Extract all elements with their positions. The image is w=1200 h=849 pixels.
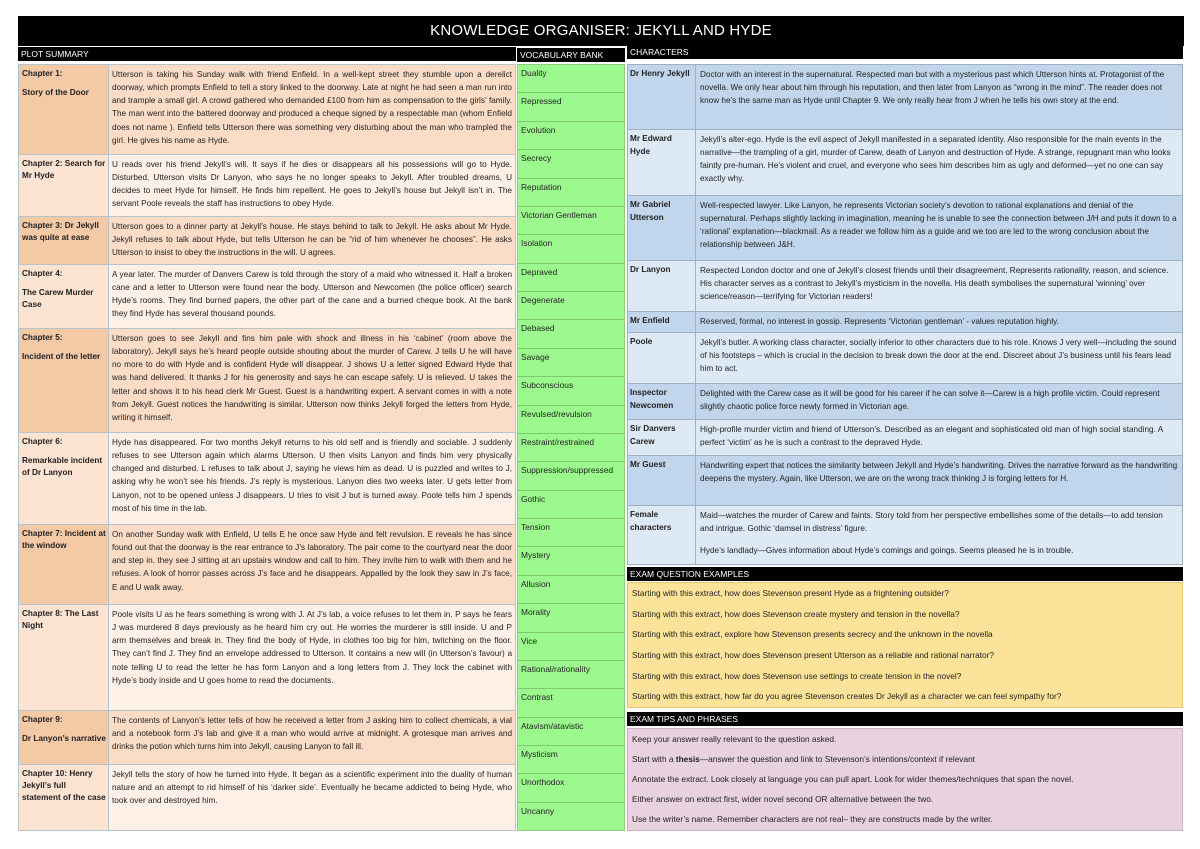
character-row-carew xyxy=(628,420,1182,456)
plot-row-chapter-7 xyxy=(19,525,515,605)
vocab-term: Mystery xyxy=(518,547,624,575)
exam-question: Starting with this extract, how does Stevenson present Utterson as a reliable and rational narrator? xyxy=(632,649,995,660)
plot-row-chapter-10 xyxy=(19,765,515,830)
vocab-term: Atavism/atavistic xyxy=(518,718,624,746)
character-description: Reserved, formal, no interest in gossip. Represents ‘Victorian gentleman’ - values reputation highly. xyxy=(700,317,1059,326)
vocab-term: Unorthodox xyxy=(518,774,624,802)
vocab-term: Uncanny xyxy=(518,803,624,830)
vocab-term: Mysticism xyxy=(518,746,624,774)
exam-question: Starting with this extract, how does Stevenson create mystery and tension in the novella? xyxy=(632,608,960,619)
character-name: Inspector Newcomen xyxy=(628,384,696,419)
chapter-summary: Hyde has disappeared. For two months Jekyll returns to his old self and is friendly and sociable. J suddenly refuses to see Utterson again which alarms Utterson. U then visits Lanyon and finds him very physically changed and disturbed. L refuses to talk about J, saying he views him as dead. U is puzzled and writes to J, asking why he won’t see his friends. J’s reply is mysterious. Lanyon dies two weeks later. U gets letter from Lanyon, not to be opened unless J disappears. U tries to visit J but is turned away. Poole tells him J spends most of his time in the lab. xyxy=(109,433,515,524)
chapter-heading: Chapter 2: Search for Mr Hyde xyxy=(19,155,109,216)
exam-question: Starting with this extract, how does Stevenson present Hyde as a frightening outsider? xyxy=(632,587,949,598)
vocab-term: Gothic xyxy=(518,491,624,519)
vocabulary-bank-heading: VOCABULARY BANK xyxy=(517,48,625,62)
chapter-summary: Poole visits U as he fears something is wrong with J. At J’s lab, a voice refuses to let them in. P says he fears J was murdered 8 days previously as he heard him cry out. He worries the murderer is still inside. U and P arm themselves and break in. They find the body of Hyde, in clothes too big for him, twitching on the floor. They can’t find J. They find an envelope addressed to Utterson. It contains a new will (in Utterson’s favour) a note telling U to read the letter he has form Lanyon and a long letters from J. They lock the cabinet with Hyde’s body inside and U goes home to read the documents. xyxy=(109,605,515,710)
vocab-term: Contrast xyxy=(518,689,624,717)
exam-tips-heading: EXAM TIPS AND PHRASES xyxy=(627,712,1183,726)
exam-tip: Use the writer’s name. Remember characters are not real– they are constructs made by the writer. xyxy=(632,814,993,825)
vocabulary-bank xyxy=(517,64,625,831)
vocab-term: Restraint/restrained xyxy=(518,434,624,462)
chapter-heading: Chapter 3: Dr Jekyll was quite at ease xyxy=(19,217,109,264)
plot-row-chapter-1 xyxy=(19,65,515,155)
exam-tip: Start with a thesis—answer the question and link to Stevenson’s intentions/context if relevant xyxy=(632,753,975,764)
chapter-summary: Utterson goes to see Jekyll and fins him pale with shock and illness in his ‘cabinet’ (room above the laboratory). Jekyll says he’s heard people outside shouting about the murder of Carew. J tells U he will have no more to do with Hyde and is confident Hyde will disappear. J shows U a letter signed Edward Hyde that was hand delivered. It thanks J for his generosity and says he can escape safely. U is relieved. U takes the letter and shows it to his head clerk Mr Guest. Guest is a handwriting expert. A servant comes in with a note from Jekyll. Guest notices the handwriting is similar. Utterson now thinks Jekyll forged the letters from Hyde, writing it himself. xyxy=(109,329,515,432)
plot-row-chapter-3 xyxy=(19,217,515,265)
chapter-summary: On another Sunday walk with Enfield, U tells E he once saw Hyde and felt revulsion. E reveals he has since found out that the doorway is the rear entrance to J’s laboratory. The pair come to the courtyard near the door and step in. they see J sitting at an upstairs window and call to him. They invite him to walk with them and he refuses. A look of horror passes across J’s face and he disappears. Appalled by the look they saw in J’s face, E and U walk away. xyxy=(109,525,515,604)
exam-tip: Keep your answer really relevant to the question asked. xyxy=(632,733,837,744)
chapter-heading: Chapter 7: Incident at the window xyxy=(19,525,109,604)
vocab-term: Suppression/suppressed xyxy=(518,462,624,490)
character-description: Delighted with the Carew case as it will be good for his career if he can solve it—Carew is a high profile victim. Could represent slightly chaotic police force newly formed in Victorian age. xyxy=(700,389,1160,412)
chapter-heading: Chapter 10: Henry Jekyll’s full statement of the case xyxy=(19,765,109,830)
chapter-summary: Utterson goes to a dinner party at Jekyll’s house. He stays behind to talk to Jekyll. He asks about Mr Hyde. Jekyll refuses to talk about Hyde, but tells Utterson he can be “rid of him whenever he chooses”. He asks Utterson to insist to obey the instructions in the will. U agrees. xyxy=(109,217,515,264)
chapter-heading: Chapter 9: Dr Lanyon’s narrative xyxy=(19,711,109,764)
chapter-heading: Chapter 4: The Carew Murder Case xyxy=(19,265,109,328)
plot-summary-heading: PLOT SUMMARY xyxy=(18,47,516,61)
character-row-poole xyxy=(628,333,1182,384)
character-description: Jekyll’s butler. A working class character, socially inferior to other characters due to his role. Knows J very well—including the sound of his footsteps – which is crucial in the decision to break down the door at the end. Discreet about J’s business until his fears lead him to act. xyxy=(700,338,1177,374)
character-description: Well-respected lawyer. Like Lanyon, he represents Victorian society’s devotion to rational explanations and denial of the supernatural. Perhaps slightly lacking in imagination, meaning he is unable to see the connection between J/H and puts it down to a ‘rational’ explanation—blackmail. As a reader we follow him as a guide and we too are led to the wrong conclusion about the relationship between J&H. xyxy=(700,201,1177,250)
plot-row-chapter-8 xyxy=(19,605,515,711)
character-description: Maid—watches the murder of Carew and faints. Story told from her perspective embellishes some of the details—to add tension and intrigue. Gothic ‘damsel in distress’ figure. Hyde’s landlady—Gives information about Hyde’s comings and goings. Seems pleased he is in trouble. xyxy=(700,511,1163,556)
vocab-term: Allusion xyxy=(518,576,624,604)
chapter-heading: Chapter 1: Story of the Door xyxy=(19,65,109,154)
character-description: Doctor with an interest in the supernatural. Respected man but with a mysterious past which Utterson hints at. Protagonist of the novella. We only hear about him through his reputation, and then later from Lanyon as “wrong in the mind”. The reader does not know he’s the same man as Hyde until Chapter 9. We only really hear from J when he tells his own story at the end. xyxy=(700,70,1165,106)
character-row-jekyll xyxy=(628,65,1182,130)
vocab-term: Secrecy xyxy=(518,150,624,178)
chapter-summary: U reads over his friend Jekyll’s will. It says if he dies or disappears all his possessions will go to Hyde. Disturbed, Utterson visits Dr Lanyon, who says he no longer speaks to Jekyll. After troubled dreams, U decides to meet Hyde for himself. He finds him repellent. He goes to Jekyll’s house but Jekyll isn’t in. The servant Poole reveals the staff has instructions to obey Hyde. xyxy=(109,155,515,216)
character-row-newcomen xyxy=(628,384,1182,420)
character-description: Handwriting expert that notices the similarity between Jekyll and Hyde’s handwriting. Drives the narrative forward as the handwriting deepens the mystery. Again, like Utterson, we are on the wrong track thinking J is forging letters for H. xyxy=(700,461,1178,484)
exam-question: Starting with this extract, how far do you agree Stevenson creates Dr Jekyll as a character we can feel sympathy for? xyxy=(632,691,1062,702)
character-name: Mr Guest xyxy=(628,456,696,505)
character-name: Sir Danvers Carew xyxy=(628,420,696,455)
plot-summary-table xyxy=(18,64,516,831)
plot-row-chapter-6 xyxy=(19,433,515,525)
character-name: Mr Enfield xyxy=(628,312,696,332)
exam-tip: Either answer on extract first, wider novel second OR alternative between the two. xyxy=(632,794,934,805)
character-row-lanyon xyxy=(628,261,1182,312)
vocab-term: Victorian Gentleman xyxy=(518,207,624,235)
characters-heading: CHARACTERS xyxy=(627,45,1183,59)
vocab-term: Duality xyxy=(518,65,624,93)
chapter-heading: Chapter 6: Remarkable incident of Dr Lanyon xyxy=(19,433,109,524)
character-name: Female characters xyxy=(628,506,696,564)
plot-row-chapter-4 xyxy=(19,265,515,329)
character-name: Dr Henry Jekyll xyxy=(628,65,696,129)
character-description: Respected London doctor and one of Jekyll’s closest friends until their disagreement. Represents rationality, reason, and science. His character serves as a contrast to Jekyll’s mysticism in the novella. His death symbolises the supernatural ‘winning’ over science/reason—terrifying for Victorian readers! xyxy=(700,266,1169,302)
vocab-term: Savage xyxy=(518,349,624,377)
exam-question: Starting with this extract, explore how Stevenson presents secrecy and the unknown in the novella xyxy=(632,629,993,640)
vocab-term: Degenerate xyxy=(518,292,624,320)
chapter-heading: Chapter 5: Incident of the letter xyxy=(19,329,109,432)
character-name: Dr Lanyon xyxy=(628,261,696,311)
chapter-summary: Jekyll tells the story of how he turned into Hyde. It began as a scientific experiment into the duality of human nature and an attempt to rid himself of his ‘darker side’. Eventually he became addicted to being Hyde, who took over and destroyed him. xyxy=(109,765,515,830)
character-name: Mr Edward Hyde xyxy=(628,130,696,195)
exam-questions-heading: EXAM QUESTION EXAMPLES xyxy=(627,567,1183,581)
character-row-utterson xyxy=(628,196,1182,261)
chapter-heading: Chapter 8: The Last Night xyxy=(19,605,109,710)
plot-row-chapter-2 xyxy=(19,155,515,217)
chapter-summary: Utterson is taking his Sunday walk with friend Enfield. In a well-kept street they stumble upon a derelict doorway, which prompts Enfield to tell a story linked to the doorway. Late at night he had seen a man run into and trample a small girl. A crowd gathered who demanded £100 from him as compensation to the girls’ family. The man went into the battered doorway and produced a cheque signed by a respectable man (whom Enfield does not name ). Enfield tells Utterson there was something very disturbing about the man who trampled the girl. He gives his name as Hyde. xyxy=(109,65,515,154)
characters-table xyxy=(627,64,1183,565)
vocab-term: Debased xyxy=(518,320,624,348)
character-row-female-characters xyxy=(628,506,1182,564)
page-title: KNOWLEDGE ORGANISER: JEKYLL AND HYDE xyxy=(18,16,1184,46)
character-row-enfield xyxy=(628,312,1182,333)
vocab-term: Isolation xyxy=(518,235,624,263)
vocab-term: Vice xyxy=(518,633,624,661)
vocab-term: Repressed xyxy=(518,93,624,121)
vocab-term: Depraved xyxy=(518,264,624,292)
character-name: Poole xyxy=(628,333,696,383)
character-row-hyde xyxy=(628,130,1182,196)
exam-questions-list xyxy=(627,582,1183,708)
vocab-term: Morality xyxy=(518,604,624,632)
character-description: Jekyll’s alter-ego. Hyde is the evil aspect of Jekyll manifested in a separated identity. Also responsible for the main events in the narrative—the trampling of a girl, murder of Carew, death of Lanyon and destruction of Hyde. A strange, repugnant man who looks faintly pre-human. He’s violent and cruel, and everyone who sees him describes him as ugly and deformed—yet no one can say exactly why. xyxy=(700,135,1171,184)
plot-row-chapter-9 xyxy=(19,711,515,765)
exam-tips-list xyxy=(627,728,1183,831)
vocab-term: Evolution xyxy=(518,122,624,150)
character-description: High-profile murder victim and friend of Utterson’s. Described as an elegant and sophisticated old man of high social standing. A perfect ‘victim’ as he is such a contrast to the depraved Hyde. xyxy=(700,425,1163,448)
character-row-guest xyxy=(628,456,1182,506)
vocab-term: Tension xyxy=(518,519,624,547)
vocab-term: Reputation xyxy=(518,179,624,207)
exam-tip: Annotate the extract. Look closely at language you can pull apart. Look for wider themes/techniques that span the novel. xyxy=(632,774,1074,785)
exam-question: Starting with this extract, how does Stevenson use settings to create tension in the novel? xyxy=(632,670,962,681)
character-name: Mr Gabriel Utterson xyxy=(628,196,696,260)
vocab-term: Revulsed/revulsion xyxy=(518,406,624,434)
vocab-term: Subconscious xyxy=(518,377,624,405)
plot-row-chapter-5 xyxy=(19,329,515,433)
vocab-term: Rational/rationality xyxy=(518,661,624,689)
chapter-summary: The contents of Lanyon’s letter tells of how he received a letter from J asking him to collect chemicals, a vial and a notebook form J’s lab and give it a man who would arrive at midnight. A grotesque man arrives and drinks the potion which turns him into Jekyll, causing Lanyon to fall ill. xyxy=(109,711,515,764)
chapter-summary: A year later. The murder of Danvers Carew is told through the story of a maid who witnessed it. Half a broken cane and a letter to Utterson were found near the body. Utterson and Newcomen (the police officer) search Hyde’s rooms. They find burned papers, the other part of the cane and a burned cheque book. At the bank they find Hyde has several thousand pounds. xyxy=(109,265,515,328)
